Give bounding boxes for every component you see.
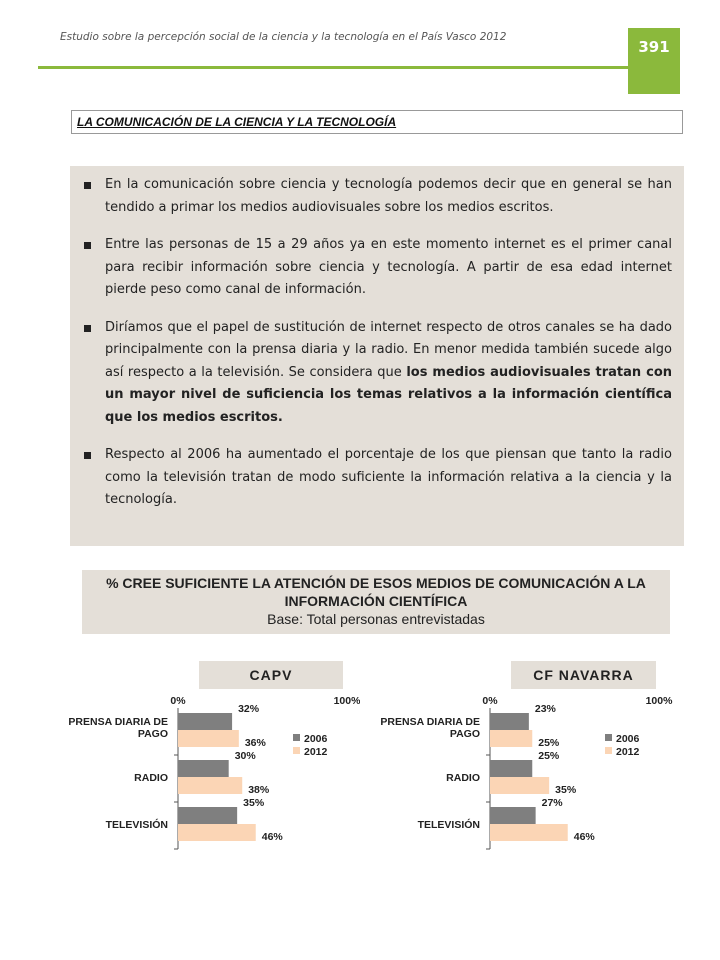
bar-2012-1 xyxy=(490,777,549,794)
bullet-item xyxy=(82,174,672,219)
axis-tick-label: 0% xyxy=(482,695,498,707)
bar-2006-2 xyxy=(490,807,536,824)
category-label: RADIO xyxy=(134,772,168,784)
legend-label: 2006 xyxy=(616,733,640,745)
bar-chart-capv xyxy=(40,690,360,860)
bar-2006-1 xyxy=(490,760,532,777)
bullet-item xyxy=(82,444,672,512)
bar-2012-1 xyxy=(178,777,242,794)
bullet-text: Respecto al 2006 ha aumentado el porcentaje de los que piensan que tanto la radio como la televisión tratan de modo suficiente la información relativa a la ciencia y la tecnología. xyxy=(105,447,672,507)
bullet-text: Diríamos que el papel de sustitución de internet respecto de otros canales se ha dado principalmente con la prensa diaria y la radio. En menor medida también sucede algo así respecto a la televisión. Se considera que xyxy=(105,319,672,380)
chart-heading-base: Base: Total personas entrevistadas xyxy=(267,611,485,627)
data-label: 35% xyxy=(243,797,265,809)
bar-2012-0 xyxy=(490,730,532,747)
bar-2012-0 xyxy=(178,730,239,747)
chart-label-capv: CAPV xyxy=(199,661,343,689)
legend-label: 2012 xyxy=(616,746,640,758)
category-label: PRENSA DIARIA DE xyxy=(68,716,168,728)
page-number-badge xyxy=(628,28,680,94)
summary-panel xyxy=(70,166,684,546)
data-label: 32% xyxy=(238,703,260,715)
category-label: PAGO xyxy=(449,728,480,740)
data-label: 35% xyxy=(555,784,577,796)
category-label: PAGO xyxy=(137,728,168,740)
category-label: TELEVISIÓN xyxy=(417,819,480,831)
axis-tick-label: 0% xyxy=(170,695,186,707)
page-number: 391 xyxy=(638,38,670,56)
axis-tick-label: 100% xyxy=(333,695,360,707)
chart-heading xyxy=(82,570,670,634)
legend-swatch-2012 xyxy=(605,747,612,754)
bullet-bold-text: los medios audiovisuales tratan con un mayor nivel de suficiencia los temas relativos a la información científica que los medios escritos. xyxy=(105,364,673,425)
legend-label: 2006 xyxy=(304,733,328,745)
category-label: PRENSA DIARIA DE xyxy=(380,716,480,728)
bullet-item xyxy=(82,234,672,302)
legend-label: 2012 xyxy=(304,746,328,758)
bullet-square-icon xyxy=(84,182,91,189)
bullet-text: En la comunicación sobre ciencia y tecnología podemos decir que en general se han tendido a primar los medios audiovisuales sobre los medios escritos. xyxy=(105,177,672,215)
bullet-item xyxy=(82,317,672,430)
document-header-title: Estudio sobre la percepción social de la ciencia y la tecnología en el País Vasco 2012 xyxy=(60,31,507,43)
bar-2006-0 xyxy=(178,713,232,730)
data-label: 38% xyxy=(248,784,270,796)
bullet-square-icon xyxy=(84,452,91,459)
data-label: 30% xyxy=(234,750,256,762)
bar-chart-navarra xyxy=(352,690,682,860)
category-label: RADIO xyxy=(446,772,480,784)
bullet-text: Entre las personas de 15 a 29 años ya en este momento internet es el primer canal para recibir información sobre ciencia y tecnología. A partir de esa edad internet pierde peso como canal de información. xyxy=(105,237,672,297)
section-title: LA COMUNICACIÓN DE LA CIENCIA Y LA TECNOLOGÍA xyxy=(71,110,683,134)
data-label: 46% xyxy=(261,831,283,843)
bar-2012-2 xyxy=(490,824,568,841)
bullet-square-icon xyxy=(84,242,91,249)
bar-2006-0 xyxy=(490,713,529,730)
bar-2006-2 xyxy=(178,807,237,824)
legend-swatch-2006 xyxy=(293,734,300,741)
category-label: TELEVISIÓN xyxy=(105,819,168,831)
data-label: 27% xyxy=(541,797,563,809)
legend-swatch-2012 xyxy=(293,747,300,754)
data-label: 36% xyxy=(244,737,266,749)
chart-label-navarra: CF NAVARRA xyxy=(511,661,656,689)
chart-heading-title: % CREE SUFICIENTE LA ATENCIÓN DE ESOS MEDIOS DE COMUNICACIÓN A LA INFORMACIÓN CIENTÍFICA xyxy=(106,575,646,609)
axis-tick-label: 100% xyxy=(645,695,673,707)
bullet-square-icon xyxy=(84,325,91,332)
data-label: 23% xyxy=(534,703,556,715)
data-label: 46% xyxy=(573,831,595,843)
bar-2006-1 xyxy=(178,760,229,777)
bar-2012-2 xyxy=(178,824,256,841)
legend-swatch-2006 xyxy=(605,734,612,741)
data-label: 25% xyxy=(538,737,560,749)
data-label: 25% xyxy=(538,750,560,762)
header-divider xyxy=(38,66,630,69)
